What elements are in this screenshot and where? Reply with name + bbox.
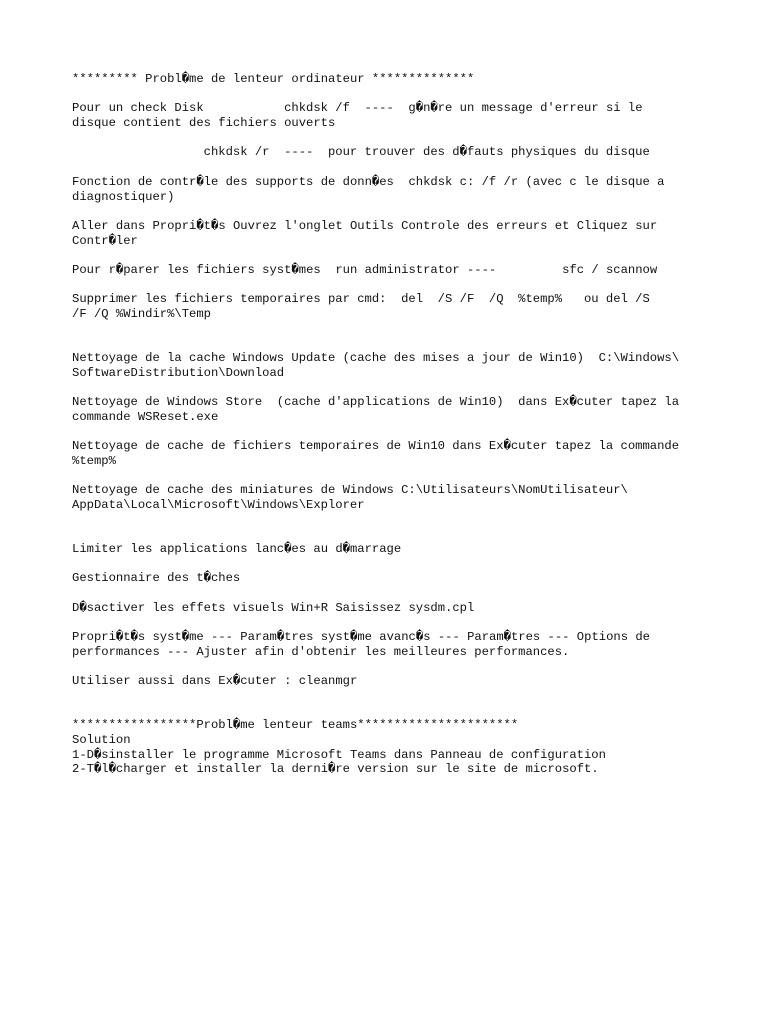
paragraph-line: Pour un check Disk chkdsk /f ---- g�n�re un message d'erreur si le (72, 101, 643, 116)
paragraph-fonction-controle (72, 175, 712, 204)
paragraph-line: D�sactiver les effets visuels Win+R Saisissez sysdm.cpl (72, 600, 475, 615)
paragraph-line: SoftwareDistribution\Download (72, 365, 285, 380)
section-title-computer-slowness: ********* Probl�me de lenteur ordinateur ************** (72, 72, 475, 86)
paragraph-check-disk (72, 101, 712, 130)
document-page (72, 72, 712, 777)
paragraph-line: %temp% (72, 453, 116, 468)
paragraph-line: Utiliser aussi dans Ex�cuter : cleanmgr (72, 674, 358, 689)
section-title-teams-slowness: *****************Probl�me lenteur teams********************** (72, 718, 519, 733)
paragraph-line: Pour r�parer les fichiers syst�mes run administrator ---- sfc / scannow (72, 262, 658, 277)
paragraph-system-properties (72, 630, 712, 659)
paragraph-aller-proprietes (72, 219, 712, 248)
paragraph-line: commande WSReset.exe (72, 409, 219, 424)
solution-label: Solution (72, 732, 131, 747)
paragraph-line: Supprimer les fichiers temporaires par cmd: del /S /F /Q %temp% ou del /S (72, 292, 650, 307)
section-teams-slowness (72, 718, 712, 777)
paragraph-chkdsk-r (72, 145, 712, 160)
paragraph-windows-update-cache (72, 351, 712, 380)
paragraph-windows-store-cache (72, 395, 712, 424)
paragraph-line: chkdsk /r ---- pour trouver des d�fauts physiques du disque (72, 145, 650, 160)
paragraph-thumbnail-cache (72, 483, 712, 512)
paragraph-line: Fonction de contr�le des supports de donn�es chkdsk c: /f /r (avec c le disque a (72, 174, 665, 189)
paragraph-line: disque contient des fichiers ouverts (72, 116, 336, 131)
paragraph-limit-startup (72, 542, 712, 557)
section-cache-cleanup (72, 351, 712, 513)
paragraph-disable-visual-effects (72, 601, 712, 616)
solution-step-1: 1-D�sinstaller le programme Microsoft Teams dans Panneau de configuration (72, 747, 606, 762)
paragraph-line: Limiter les applications lanc�es au d�marrage (72, 542, 402, 557)
paragraph-line: Nettoyage de cache de fichiers temporaires de Win10 dans Ex�cuter tapez la commande (72, 439, 680, 454)
section-startup-performance (72, 542, 712, 689)
paragraph-line: Contr�ler (72, 233, 138, 248)
paragraph-line: Gestionnaire des t�ches (72, 571, 241, 586)
paragraph-line: Nettoyage de cache des miniatures de Windows C:\Utilisateurs\NomUtilisateur\ (72, 483, 628, 498)
paragraph-line: AppData\Local\Microsoft\Windows\Explorer (72, 497, 365, 512)
paragraph-line: Aller dans Propri�t�s Ouvrez l'onglet Outils Controle des erreurs et Cliquez sur (72, 218, 658, 233)
paragraph-line: diagnostiquer) (72, 189, 175, 204)
paragraph-line: Propri�t�s syst�me --- Param�tres syst�me avanc�s --- Param�tres --- Options de (72, 630, 650, 645)
paragraph-temp-files-cache (72, 439, 712, 468)
paragraph-line: Nettoyage de la cache Windows Update (cache des mises a jour de Win10) C:\Windows\ (72, 351, 680, 366)
paragraph-line: performances --- Ajuster afin d'obtenir les meilleures performances. (72, 644, 570, 659)
paragraph-cleanmgr (72, 674, 712, 689)
paragraph-line: Nettoyage de Windows Store (cache d'applications de Win10) dans Ex�cuter tapez la (72, 395, 680, 410)
paragraph-reparer-fichiers (72, 263, 712, 278)
paragraph-task-manager (72, 571, 712, 586)
paragraph-supprimer-temporaires (72, 292, 712, 321)
paragraph-line: /F /Q %Windir%\Temp (72, 307, 211, 321)
section-computer-slowness (72, 72, 712, 322)
solution-step-2: 2-T�l�charger et installer la derni�re version sur le site de microsoft. (72, 762, 599, 777)
